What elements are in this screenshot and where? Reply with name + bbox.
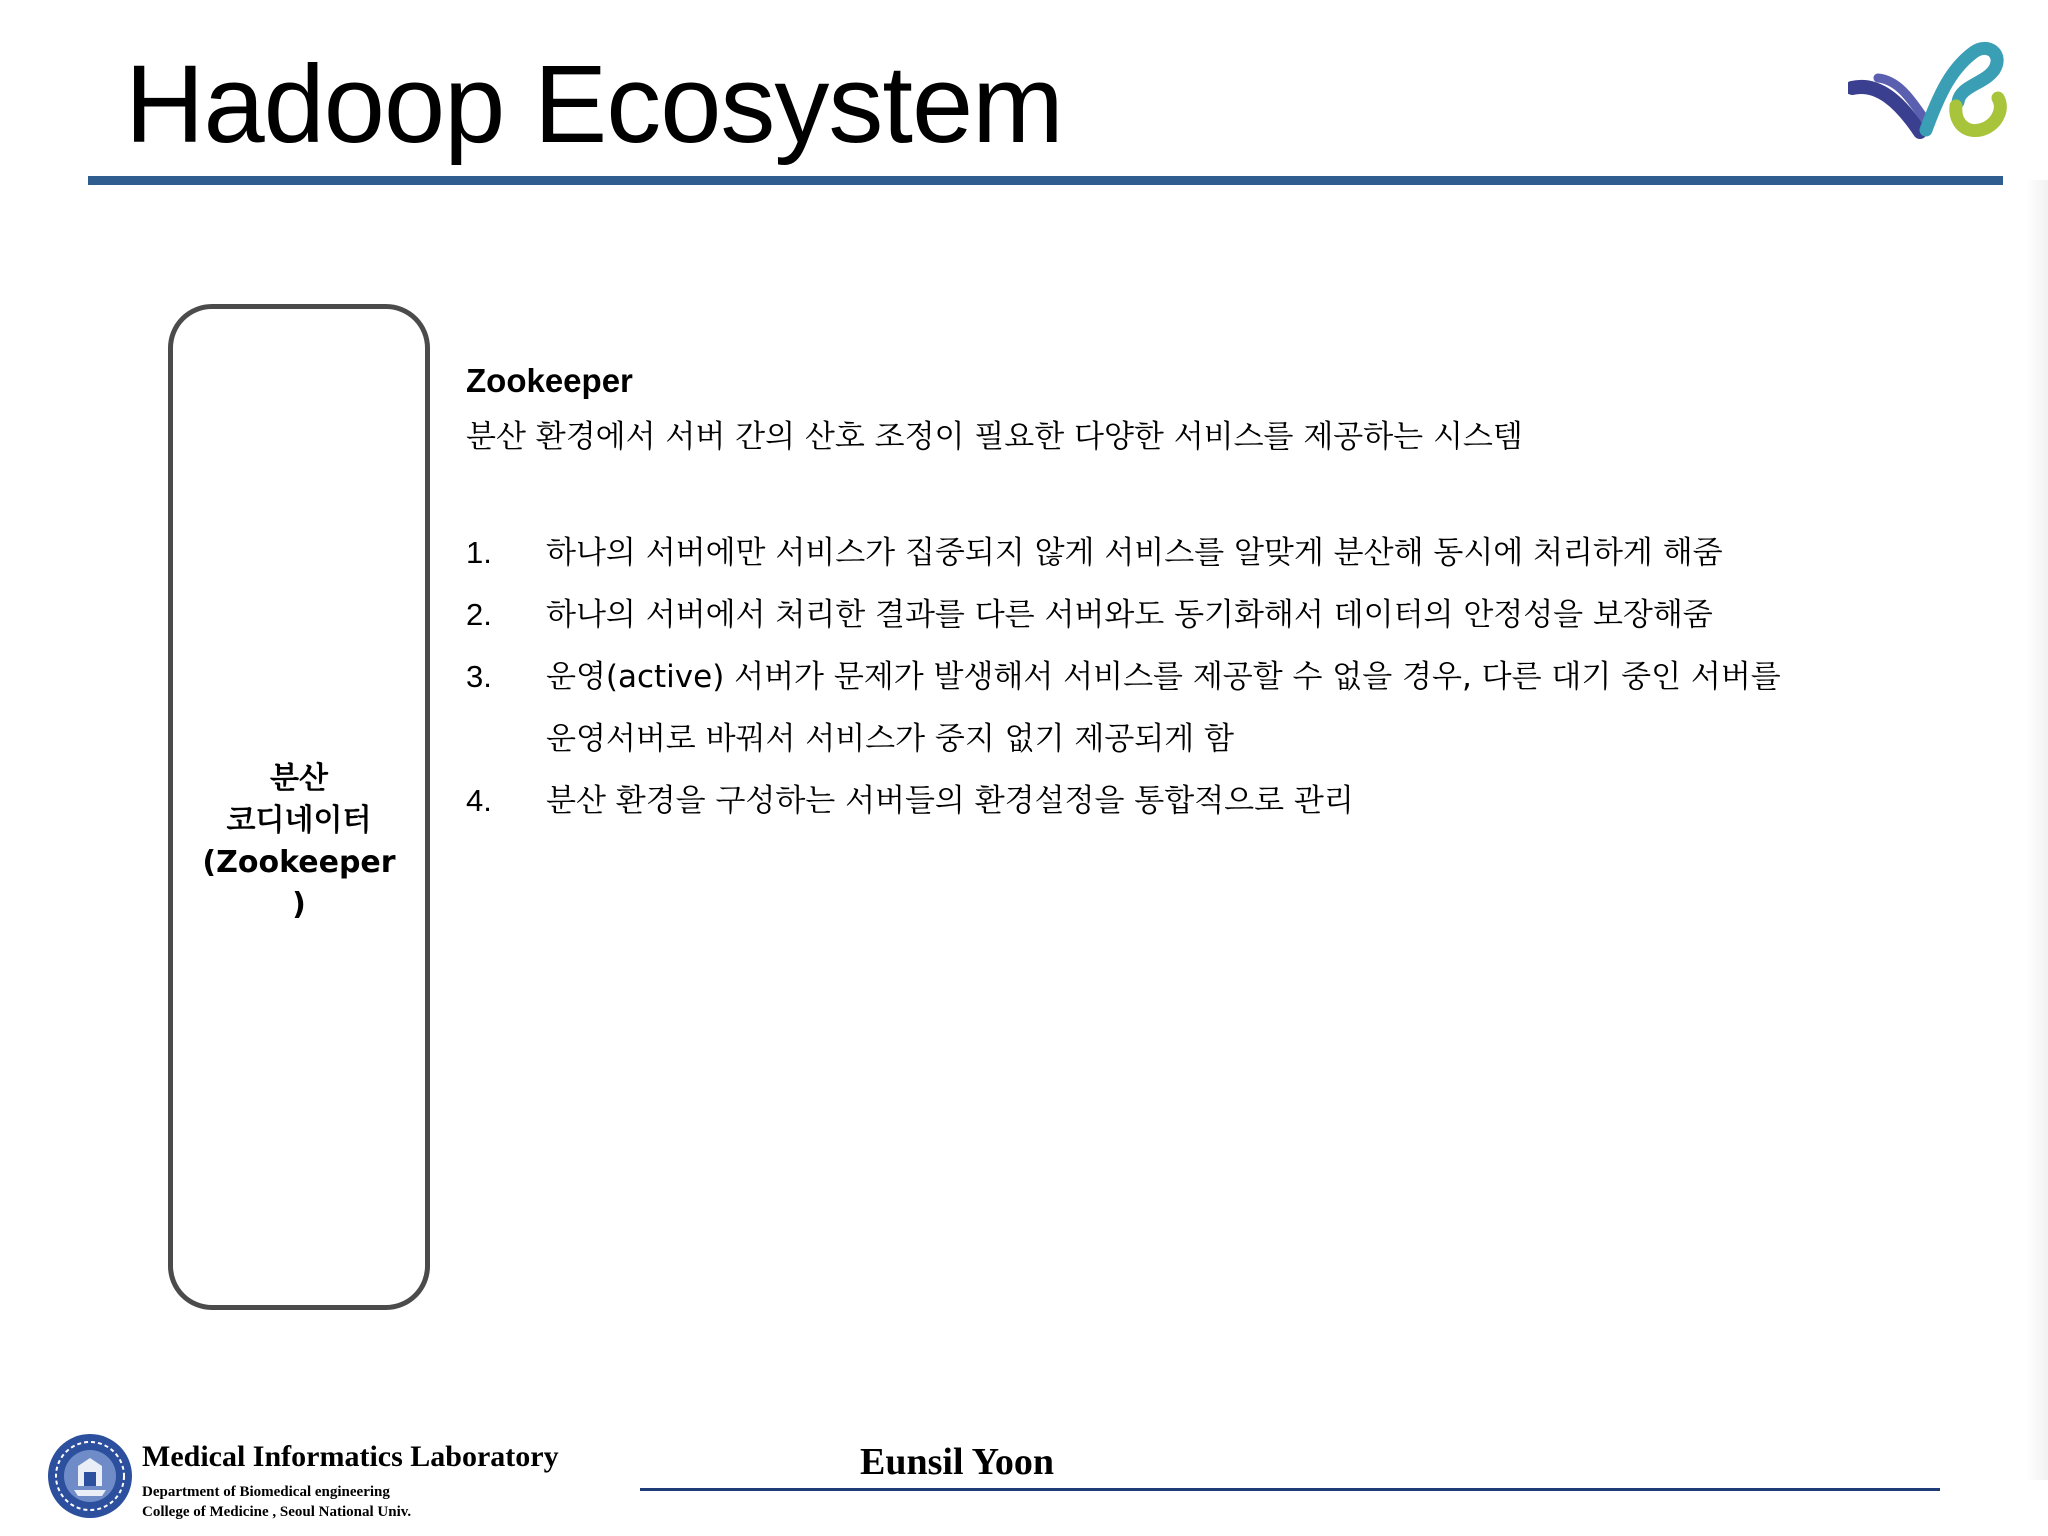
college-line: College of Medicine , Seoul National Univ. (142, 1504, 412, 1520)
content-description: 분산 환경에서 서버 간의 산호 조정이 필요한 다양한 서비스를 제공하는 시스템 (466, 419, 1523, 455)
title-divider (88, 176, 2003, 185)
lab-name: Medical Informatics Laboratory (142, 1440, 559, 1473)
list-item-text: 하나의 서버에만 서비스가 집중되지 않게 서비스를 알맞게 분산해 동시에 처리하게 해줌 (546, 535, 1723, 571)
slide-title: Hadoop Ecosystem (125, 43, 1063, 166)
list-item (466, 770, 1966, 832)
list-item-number: 3. (466, 659, 492, 694)
list-item-text: 하나의 서버에서 처리한 결과를 다른 서버와도 동기화해서 데이터의 안정성을 보장해줌 (546, 597, 1713, 633)
list-item-number: 4. (466, 783, 492, 818)
list-item (466, 646, 1966, 708)
slide-edge-shadow (2026, 180, 2048, 1480)
list-item-text: 운영(active) 서버가 문제가 발생해서 서비스를 제공할 수 없을 경우, 다른 대기 중인 서버를 (546, 659, 1781, 695)
university-emblem-icon (44, 1430, 136, 1522)
list-item-text: 분산 환경을 구성하는 서버들의 환경설정을 통합적으로 관리 (546, 783, 1354, 819)
footer-divider (640, 1488, 1940, 1491)
lab-logo-icon (1848, 32, 2008, 150)
department-line: Department of Biomedical engineering (142, 1484, 390, 1500)
category-box-label: 분산 코디네이터 (Zookeeper ) (202, 761, 396, 922)
list-item (466, 522, 1966, 584)
list-item (466, 708, 1966, 770)
list-item-text: 운영서버로 바꿔서 서비스가 중지 없기 제공되게 함 (546, 721, 1234, 757)
list-item-number (466, 708, 546, 770)
list-item-number: 1. (466, 535, 492, 570)
content-area (466, 356, 1966, 832)
category-box (168, 304, 430, 1310)
author-name: Eunsil Yoon (860, 1441, 1054, 1483)
list-item-number: 2. (466, 597, 492, 632)
feature-list (466, 522, 1966, 832)
list-item (466, 584, 1966, 646)
content-subtitle: Zookeeper (466, 362, 633, 399)
